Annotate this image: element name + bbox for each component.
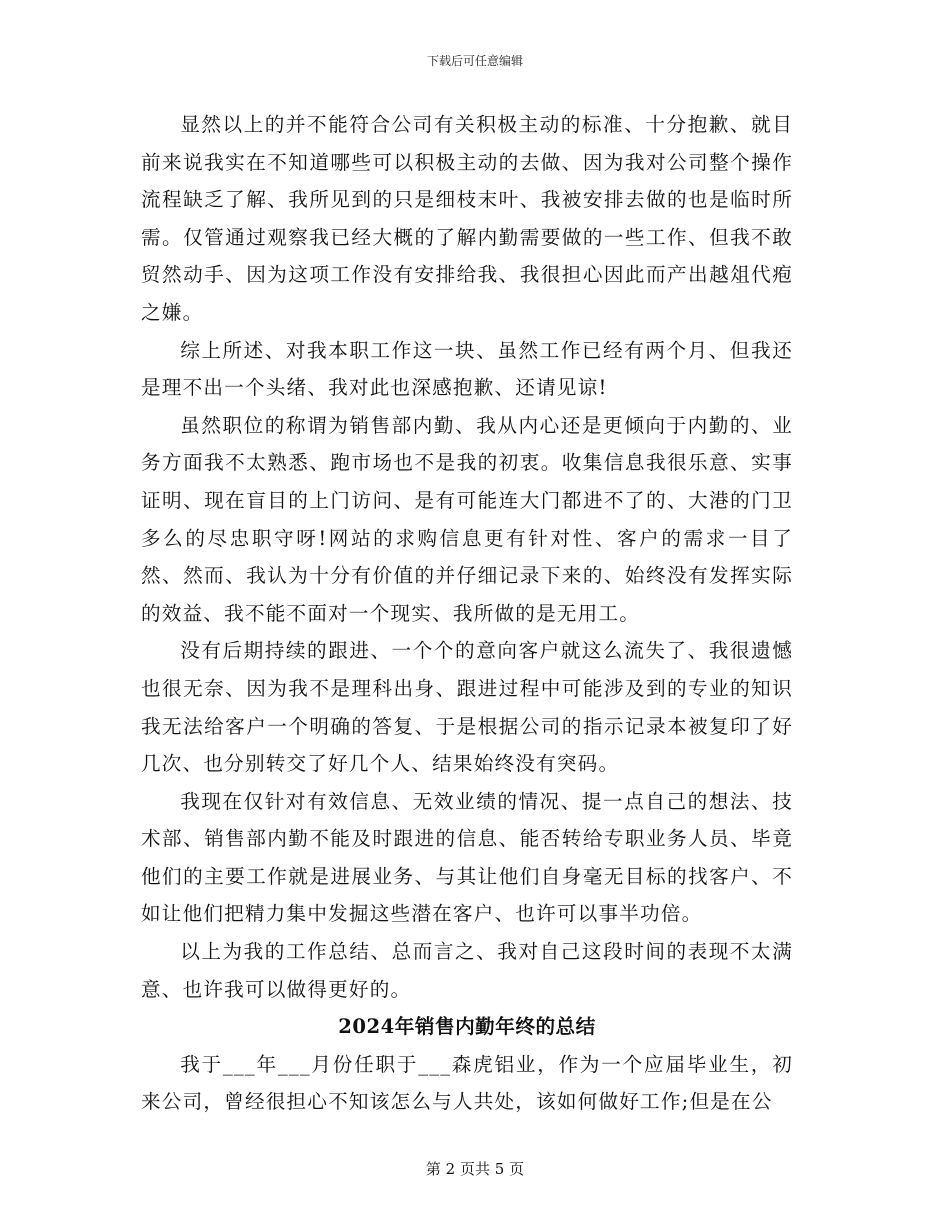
page-number: 第 2 页共 5 页	[425, 1160, 525, 1178]
section-title: 2024年销售内勤年终的总结	[338, 1015, 596, 1039]
paragraph: 没有后期持续的跟进、一个个的意向客户就这么流失了、我很遗憾也很无奈、因为我不是理科出身、跟进过程中可能涉及到的专业的知识我无法给客户一个明确的答复、于是根据公司的指示记录本被复印了好几次、也分别转交了好几个人、结果始终没有突码。	[141, 639, 793, 776]
paragraph: 综上所述、对我本职工作这一块、虽然工作已经有两个月、但我还是理不出一个头绪、我对此也深感抱歉、还请见谅!	[141, 338, 793, 400]
paragraph: 显然以上的并不能符合公司有关积极主动的标准、十分抱歉、就目前来说我实在不知道哪些可以积极主动的去做、因为我对公司整个操作流程缺乏了解、我所见到的只是细枝末叶、我被安排去做的也是临时所需。仅管通过观察我已经大概的了解内勤需要做的一些工作、但我不敢贸然动手、因为这项工作没有安排给我、我很担心因此而产出越俎代疱之嫌。	[141, 113, 793, 324]
paragraph: 以上为我的工作总结、总而言之、我对自己这段时间的表现不太满意、也许我可以做得更好的。	[141, 940, 793, 1001]
paragraph: 我现在仅针对有效信息、无效业绩的情况、提一点自己的想法、技术部、销售部内勤不能及时跟进的信息、能否转给专职业务人员、毕竟他们的主要工作就是进展业务、与其让他们自身毫无目标的找客户、不如让他们把精力集中发掘这些潜在客户、也许可以事半功倍。	[141, 789, 793, 926]
document-body	[141, 106, 793, 1121]
page-header-note: 下载后可任意编辑	[426, 54, 523, 68]
section-paragraph: 我于___年___月份任职于___森虎铝业，作为一个应届毕业生，初来公司，曾经很担心不知该怎么与人共处，该如何做好工作;但是在公	[141, 1052, 793, 1114]
paragraph: 虽然职位的称谓为销售部内勤、我从内心还是更倾向于内勤的、业务方面我不太熟悉、跑市场也不是我的初衷。收集信息我很乐意、实事证明、现在盲目的上门访问、是有可能连大门都进不了的、大港的门卫多么的尽忠职守呀!网站的求购信息更有针对性、客户的需求一目了然、然而、我认为十分有价值的并仔细记录下来的、始终没有发挥实际的效益、我不能不面对一个现实、我所做的是无用工。	[141, 413, 793, 625]
